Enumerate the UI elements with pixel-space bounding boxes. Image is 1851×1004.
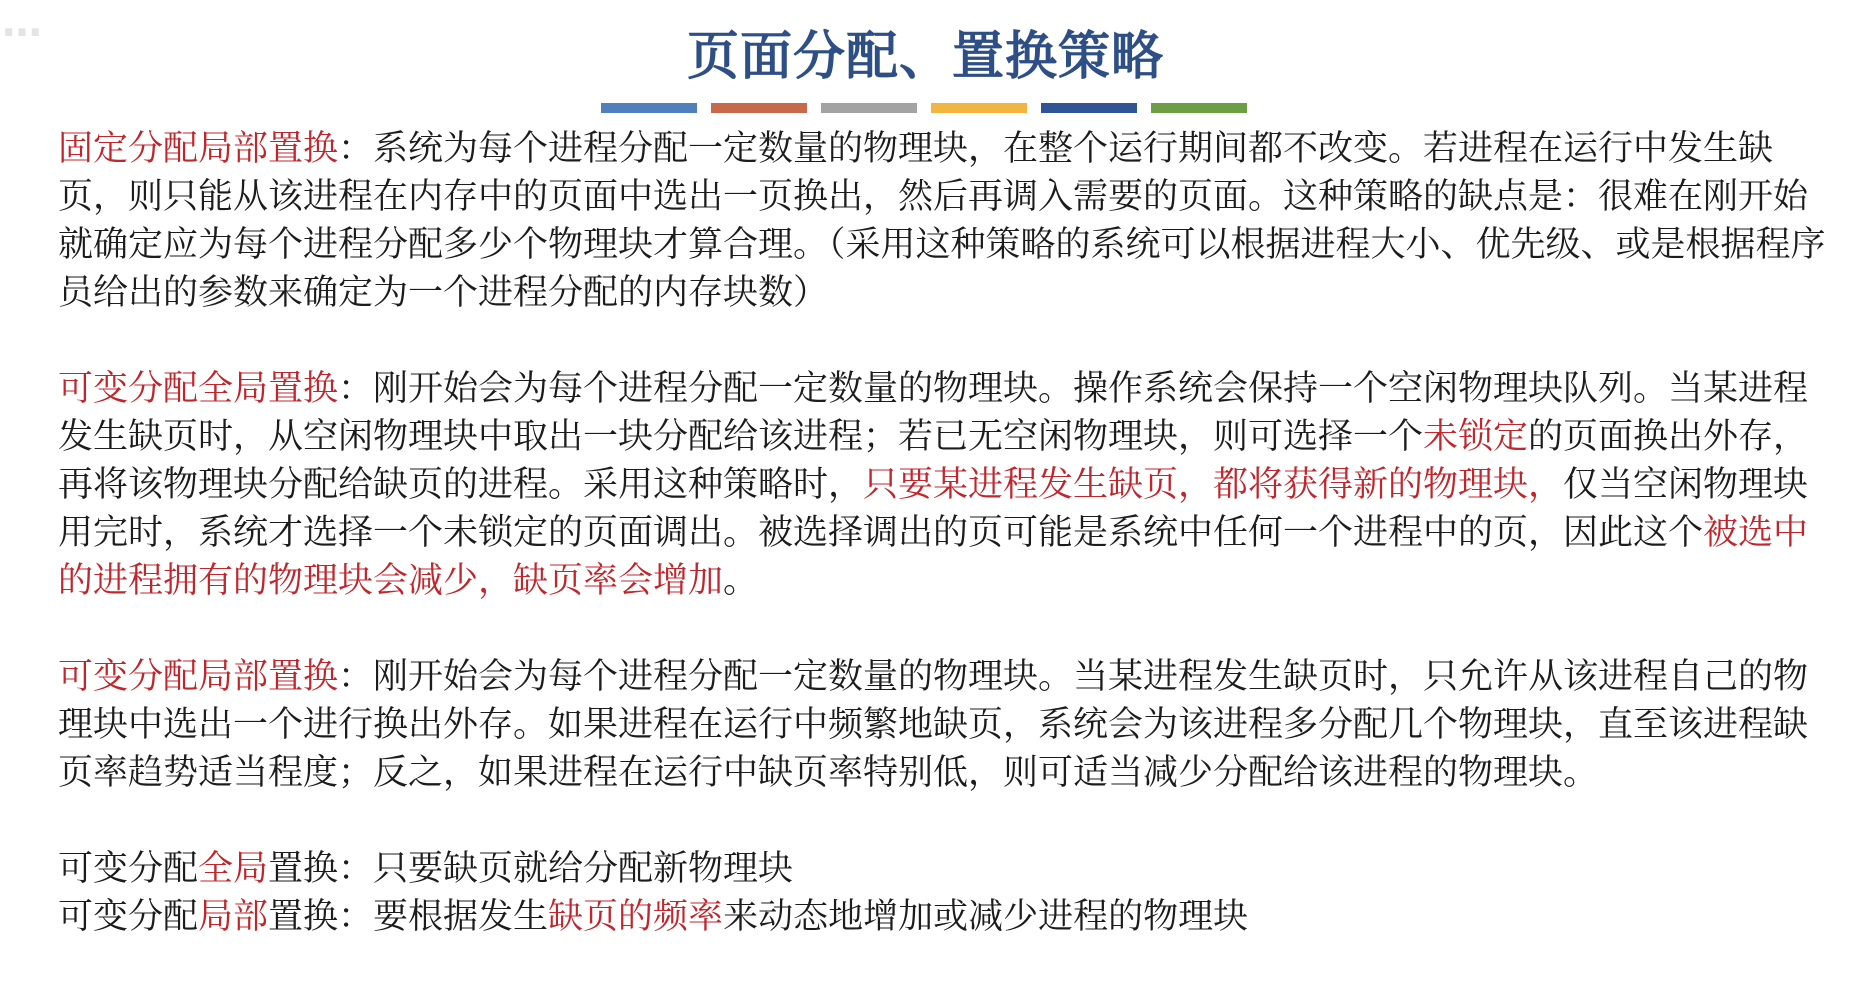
- underline-segment-4: [931, 103, 1027, 113]
- highlighted-text: 全局: [198, 849, 269, 889]
- content-body: [58, 125, 1834, 941]
- body-text: 可变分配: [58, 897, 199, 937]
- highlighted-text: 只要某进程发生缺页，都将获得新的物理块，: [863, 465, 1564, 505]
- underline-segment-1: [601, 103, 697, 113]
- highlighted-text: 固定分配局部置换: [58, 129, 339, 169]
- body-text: 仅当空闲物理块用完时，系统才选择一个未锁定的页面调出。被选择调出的页可能是系统中任何一个进程中的页，因此这个: [58, 465, 1809, 553]
- underline-segment-5: [1041, 103, 1137, 113]
- summary-global-replacement: [58, 845, 1834, 893]
- highlighted-text: 可变分配全局置换: [58, 369, 339, 409]
- body-text: ：刚开始会为每个进程分配一定数量的物理块。操作系统会保持一个空闲物理块队列。当某进程发生缺页时，从空闲物理块中取出一块分配给该进程；若已无空闲物理块，则可选择一个: [58, 369, 1809, 457]
- body-text: 来动态地增加或减少进程的物理块: [723, 897, 1249, 937]
- body-text: ：刚开始会为每个进程分配一定数量的物理块。当某进程发生缺页时，只允许从该进程自己的物理块中选出一个进行换出外存。如果进程在运行中频繁地缺页，系统会为该进程多分配几个物理块，直至该进程缺页率趋势适当程度；反之，如果进程在运行中缺页率特别低，则可适当减少分配给该进程的物理块。: [58, 657, 1809, 793]
- body-text: ：系统为每个进程分配一定数量的物理块，在整个运行期间都不改变。若进程在运行中发生缺页，则只能从该进程在内存中的页面中选出一页换出，然后再调入需要的页面。这种策略的缺点是：很难在刚开始就确定应为每个进程分配多少个物理块才算合理。（采用这种策略的系统可以根据进程大小、优先级、或是根据程序员给出的参数来确定为一个进程分配的内存块数）: [58, 129, 1826, 313]
- body-text: 置换：只要缺页就给分配新物理块: [268, 849, 794, 889]
- body-text: 置换：要根据发生: [268, 897, 549, 937]
- highlighted-text: 被选中的进程拥有的物理块会减少，缺页率会增加: [58, 513, 1809, 601]
- body-text: 的页面换出外存，再将该物理块分配给缺页的进程。采用这种策略时，: [58, 417, 1809, 505]
- body-text: 。: [723, 561, 759, 601]
- highlighted-text: 局部: [198, 897, 269, 937]
- summary-local-replacement: [58, 893, 1834, 941]
- paragraph-variable-allocation-global-replacement: [58, 365, 1834, 605]
- title-underline: [601, 103, 1247, 113]
- underline-segment-2: [711, 103, 807, 113]
- watermark: …: [2, 0, 44, 46]
- underline-segment-6: [1151, 103, 1247, 113]
- highlighted-text: 可变分配局部置换: [58, 657, 339, 697]
- highlighted-text: 缺页的频率: [548, 897, 724, 937]
- highlighted-text: 未锁定: [1423, 417, 1529, 457]
- body-text: 可变分配: [58, 849, 199, 889]
- paragraph-fixed-allocation-local-replacement: [58, 125, 1834, 317]
- page-title: 页面分配、置换策略: [686, 27, 1164, 87]
- underline-segment-3: [821, 103, 917, 113]
- paragraph-variable-allocation-local-replacement: [58, 653, 1834, 797]
